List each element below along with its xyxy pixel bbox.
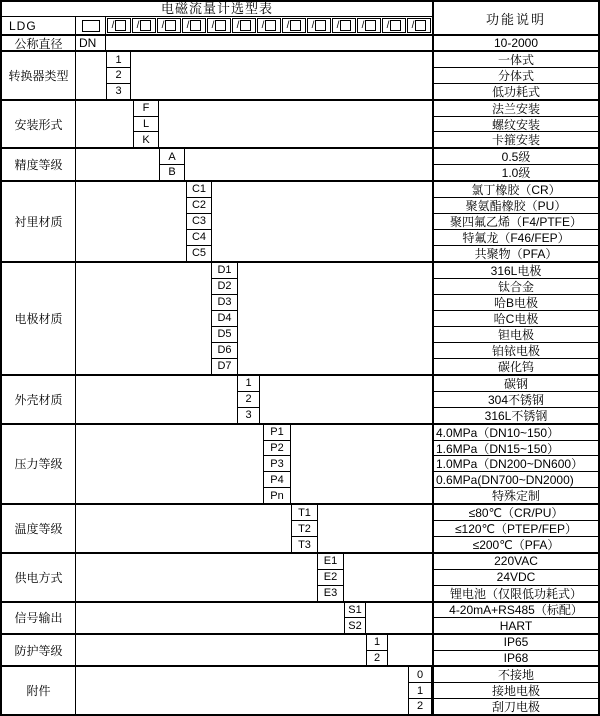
option-code: D3	[212, 295, 237, 311]
option-description: 低功耗式	[491, 84, 540, 99]
section-label: 外壳材质	[2, 376, 76, 423]
option-description: 4-20mA+RS485（标配）	[434, 603, 598, 619]
box-glyph	[340, 20, 351, 31]
option-description: 哈C电极	[434, 311, 598, 327]
option-code: F	[134, 101, 158, 117]
model-code-slot: /	[257, 18, 281, 33]
option-code: 1	[409, 683, 431, 699]
section-label: 公称直径	[2, 36, 76, 50]
option-code: C4	[187, 230, 211, 246]
box-glyph	[190, 20, 201, 31]
section-label: 附件	[2, 667, 76, 714]
option-code: 2	[373, 651, 381, 664]
model-code-slot: /	[207, 18, 231, 33]
option-code: E2	[318, 570, 343, 586]
model-prefix: LDG	[2, 17, 76, 34]
option-code: 3	[245, 409, 252, 422]
option-description: 220VAC	[434, 554, 598, 570]
option-code: C3	[187, 214, 211, 230]
section-signal-output	[2, 603, 598, 635]
box-glyph	[390, 20, 401, 31]
section-power-supply	[2, 554, 598, 603]
option-code: 1	[107, 52, 130, 68]
option-description: 共聚物（PFA）	[474, 246, 558, 261]
model-code-slot: /	[157, 18, 181, 33]
option-description: ≤120℃（PTEP/FEP）	[434, 521, 598, 537]
section-label: 安装形式	[2, 101, 76, 148]
table-title: 电磁流量计选型表	[2, 2, 432, 17]
option-description: HART	[499, 618, 533, 633]
option-description: 分体式	[434, 68, 598, 84]
option-code: P2	[264, 441, 290, 457]
option-description: 316L不锈钢	[484, 408, 548, 423]
option-code: A	[160, 149, 184, 165]
option-description: ≤200℃（PFA）	[472, 538, 560, 553]
model-code-slot: /	[182, 18, 206, 33]
option-description: 1.0MPa（DN200~DN600）	[434, 456, 598, 472]
dn-code: DN	[76, 36, 106, 50]
option-code: E1	[318, 554, 343, 570]
option-description: 钛合金	[434, 279, 598, 295]
model-code-first-box	[76, 17, 106, 34]
model-code-slot: /	[232, 18, 256, 33]
section-converter-type	[2, 52, 598, 101]
section-installation-type	[2, 101, 598, 150]
option-code: D2	[212, 279, 237, 295]
section-label: 供电方式	[2, 554, 76, 601]
option-code: B	[168, 166, 176, 179]
section-label: 衬里材质	[2, 182, 76, 261]
option-code: T1	[292, 505, 317, 521]
model-code-slot: /	[382, 18, 406, 33]
option-code: C2	[187, 198, 211, 214]
section-accuracy-class	[2, 149, 598, 181]
option-description: 锂电池（仅限低功耗式）	[449, 586, 582, 601]
option-code: 2	[416, 700, 424, 713]
section-lining-material	[2, 182, 598, 263]
option-description: 碳化钨	[497, 359, 534, 374]
option-description: 氯丁橡胶（CR）	[434, 182, 598, 198]
option-code: L	[134, 117, 158, 133]
option-description: 哈B电极	[434, 295, 598, 311]
option-code: S1	[345, 603, 365, 619]
option-code: P1	[264, 425, 290, 441]
table-header	[2, 2, 598, 36]
section-temperature-rating	[2, 505, 598, 554]
option-description: 0.6MPa(DN700~DN2000)	[434, 472, 598, 488]
model-code-row	[2, 17, 432, 34]
option-description: 304不锈钢	[434, 392, 598, 408]
section-label: 温度等级	[2, 505, 76, 552]
option-description: 24VDC	[434, 570, 598, 586]
box-glyph	[265, 20, 276, 31]
option-description: 1.0级	[501, 165, 531, 180]
option-code: 3	[115, 85, 122, 98]
section-housing-material	[2, 376, 598, 425]
box-glyph	[365, 20, 376, 31]
model-code-slot: /	[132, 18, 156, 33]
model-code-slot: /	[332, 18, 356, 33]
option-description: 0.5级	[434, 149, 598, 165]
box-glyph	[240, 20, 251, 31]
option-code: 1	[238, 376, 259, 392]
option-code: 1	[367, 635, 387, 651]
option-code: T2	[292, 521, 317, 537]
option-description: 4.0MPa（DN10~150）	[434, 425, 598, 441]
option-description: 铂铱电极	[434, 343, 598, 359]
option-description: ≤80℃（CR/PU）	[434, 505, 598, 521]
model-code-slots	[106, 17, 432, 34]
box-glyph	[140, 20, 151, 31]
option-description: IP65	[434, 635, 598, 651]
option-code: C5	[191, 247, 207, 260]
option-code: 0	[409, 667, 431, 683]
section-accessories	[2, 667, 598, 714]
option-description: 聚四氟乙烯（F4/PTFE）	[434, 214, 598, 230]
option-description: 10-2000	[493, 36, 539, 51]
section-protection-rating	[2, 635, 598, 667]
option-code: S2	[348, 619, 362, 632]
option-description: 钽电极	[434, 327, 598, 343]
option-description: 一体式	[434, 52, 598, 68]
model-code-slot: /	[357, 18, 381, 33]
option-code: D4	[212, 311, 237, 327]
section-label: 电极材质	[2, 263, 76, 374]
box-glyph	[115, 20, 126, 31]
box-glyph	[315, 20, 326, 31]
option-code: D5	[212, 327, 237, 343]
option-code: K	[142, 133, 150, 146]
option-code: 2	[238, 392, 259, 408]
option-code: D7	[217, 360, 232, 373]
model-code-slot: /	[407, 18, 431, 33]
box-glyph	[82, 20, 100, 32]
option-code: 2	[107, 68, 130, 84]
option-description: 不接地	[434, 667, 598, 683]
option-code: Pn	[270, 489, 284, 502]
box-glyph	[215, 20, 226, 31]
option-description: IP68	[503, 650, 529, 665]
option-description: 卡箍安装	[491, 133, 540, 148]
option-description: 接地电极	[434, 683, 598, 699]
section-label: 信号输出	[2, 603, 76, 633]
function-column-header: 功能说明	[432, 2, 598, 34]
option-code: D6	[212, 343, 237, 359]
box-glyph	[415, 20, 426, 31]
option-description: 碳钢	[434, 376, 598, 392]
option-description: 法兰安装	[434, 101, 598, 117]
section-pressure-rating	[2, 425, 598, 506]
box-glyph	[290, 20, 301, 31]
option-code: P4	[264, 472, 290, 488]
option-description: 特殊定制	[491, 489, 540, 504]
option-description: 刮刀电极	[491, 699, 540, 714]
option-description: 316L电极	[434, 263, 598, 279]
option-description: 1.6MPa（DN15~150）	[434, 441, 598, 457]
section-electrode-material	[2, 263, 598, 376]
model-code-slot: /	[107, 18, 131, 33]
option-code: C1	[187, 182, 211, 198]
section-label: 精度等级	[2, 149, 76, 179]
option-code: D1	[212, 263, 237, 279]
model-code-slot: /	[307, 18, 331, 33]
option-code: E3	[323, 587, 338, 600]
box-glyph	[165, 20, 176, 31]
option-description: 螺纹安装	[434, 117, 598, 133]
section-label: 转换器类型	[2, 52, 76, 99]
option-code: P3	[264, 456, 290, 472]
section-label: 压力等级	[2, 425, 76, 504]
model-code-slot: /	[282, 18, 306, 33]
option-code: T3	[298, 538, 311, 551]
section-label: 防护等级	[2, 635, 76, 665]
option-description: 聚氨酯橡胶（PU）	[434, 198, 598, 214]
section-nominal-diameter	[2, 36, 598, 52]
option-description: 特氟龙（F46/FEP）	[434, 230, 598, 246]
